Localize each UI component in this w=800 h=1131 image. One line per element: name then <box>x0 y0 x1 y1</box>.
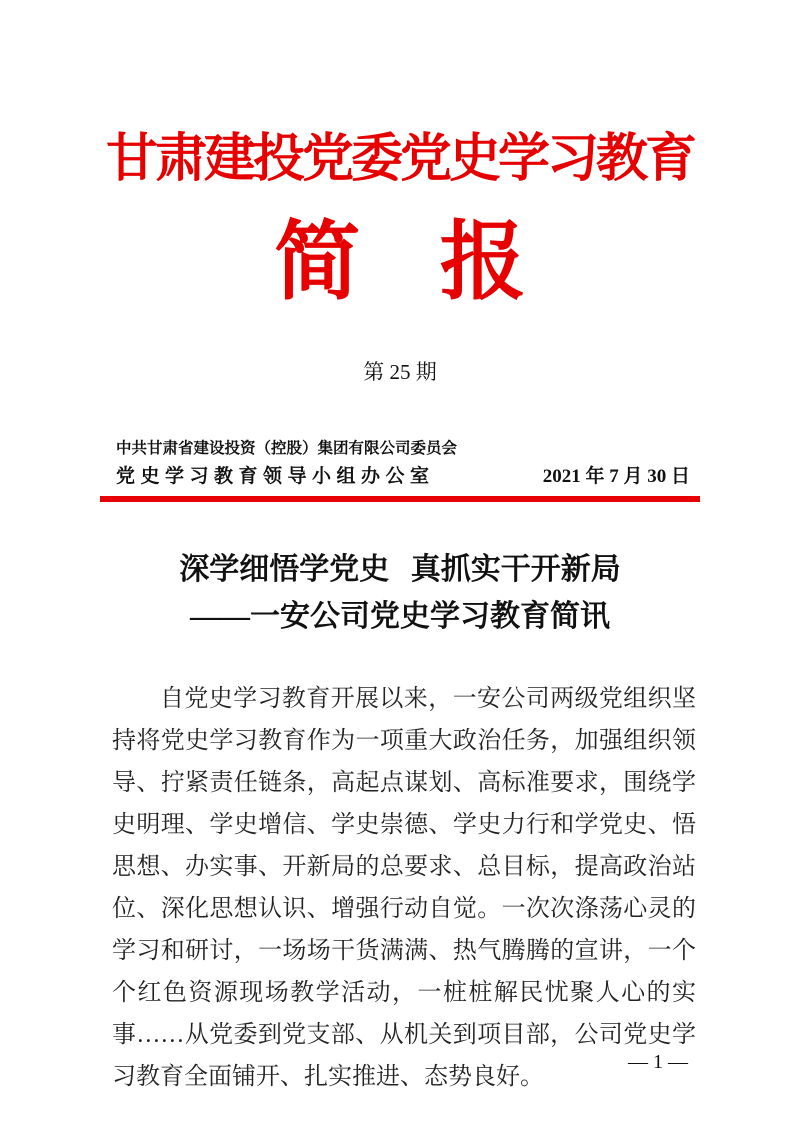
article-body-paragraph: 自党史学习教育开展以来，一安公司两级党组织坚持将党史学习教育作为一项重大政治任务，加强组织领导、拧紧责任链条，高起点谋划、高标准要求，围绕学史明理、学史增信、学史崇德、学史力行和学党史、悟思想、办实事、开新局的总要求、总目标，提高政治站位、深化思想认识、增强行动自觉。一次次涤荡心灵的学习和研讨，一场场干货满满、热气腾腾的宣讲，一个个红色资源现场教学活动，一桩桩解民忧聚人心的实事……从党委到党支部、从机关到项目部，公司党史学习教育全面铺开、扎实推进、态势良好。 <box>112 686 696 1090</box>
page-number: — 1 — <box>628 1051 688 1073</box>
article-headline <box>100 546 700 640</box>
issuer-block <box>100 438 700 489</box>
article-headline-line2: ——一安公司党史学习教育简讯 <box>190 600 610 633</box>
issue-number: 第 25 期 <box>363 360 437 384</box>
masthead-bulletin-name: 简 报 <box>274 214 526 310</box>
masthead-org-title: 甘肃建投党委党史学习教育 <box>105 131 694 188</box>
issuer-org-lines <box>116 438 457 489</box>
masthead-divider-rule <box>100 496 700 502</box>
issue-date: 2021 年 7 月 30 日 <box>542 466 690 487</box>
issuer-committee-line: 中共甘肃省建设投资（控股）集团有限公司委员会 <box>116 440 458 457</box>
issuer-office-line: 党史学习教育领导小组办公室 <box>116 466 435 487</box>
article-headline-line1: 深学细悟学党史 真抓实干开新局 <box>179 553 621 586</box>
